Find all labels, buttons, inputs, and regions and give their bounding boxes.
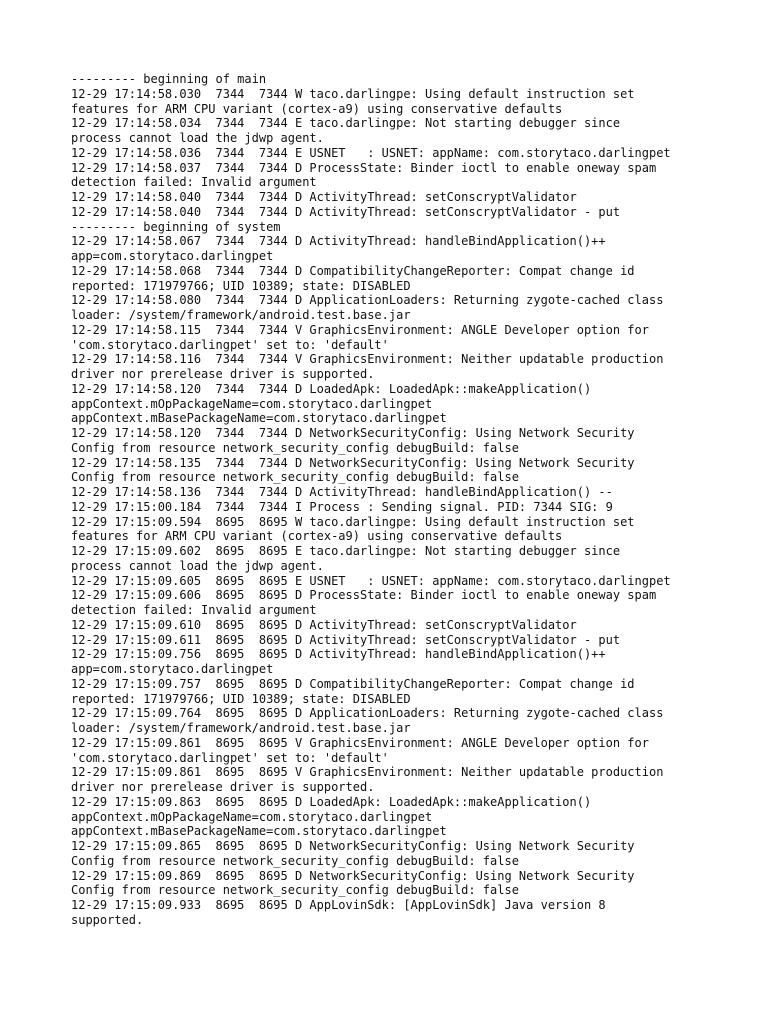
log-line: 12-29 17:14:58.135 7344 7344 D NetworkSecurityConfig: Using Network Security bbox=[71, 455, 635, 470]
log-line: supported. bbox=[71, 912, 144, 927]
log-line: Config from resource network_security_config debugBuild: false bbox=[71, 470, 519, 485]
log-line: detection failed: Invalid argument bbox=[71, 175, 317, 190]
log-line: reported: 171979766; UID 10389; state: DISABLED bbox=[71, 278, 411, 293]
log-line: loader: /system/framework/android.test.base.jar bbox=[71, 308, 411, 322]
log-line: 12-29 17:14:58.067 7344 7344 D ActivityThread: handleBindApplication()++ bbox=[71, 234, 606, 249]
log-line: appContext.mOpPackageName=com.storytaco.darlingpet bbox=[71, 809, 433, 824]
log-text-block bbox=[71, 72, 731, 928]
log-line: 12-29 17:14:58.030 7344 7344 W taco.darlingpe: Using default instruction set bbox=[71, 86, 635, 101]
log-line: driver nor prerelease driver is supported. bbox=[71, 367, 375, 381]
log-line: 12-29 17:14:58.115 7344 7344 V GraphicsEnvironment: ANGLE Developer option for bbox=[71, 322, 649, 337]
log-line: 12-29 17:14:58.036 7344 7344 E USNET : USNET: appName: com.storytaco.darlingpet bbox=[71, 145, 671, 160]
log-line: 12-29 17:15:09.606 8695 8695 D ProcessState: Binder ioctl to enable oneway spam bbox=[71, 588, 657, 603]
log-line: process cannot load the jdwp agent. bbox=[71, 131, 324, 145]
log-line: 12-29 17:14:58.116 7344 7344 V GraphicsEnvironment: Neither updatable production bbox=[71, 352, 664, 367]
log-line: 12-29 17:14:58.136 7344 7344 D ActivityThread: handleBindApplication() -- bbox=[71, 485, 613, 499]
log-line: 12-29 17:15:00.184 7344 7344 I Process : Sending signal. PID: 7344 SIG: 9 bbox=[71, 499, 613, 514]
log-line: 12-29 17:15:09.764 8695 8695 D ApplicationLoaders: Returning zygote-cached class bbox=[71, 706, 664, 721]
log-line: --------- beginning of main bbox=[71, 72, 267, 86]
log-line: app=com.storytaco.darlingpet bbox=[71, 249, 274, 263]
log-line: 12-29 17:15:09.605 8695 8695 E USNET : USNET: appName: com.storytaco.darlingpet bbox=[71, 573, 671, 588]
log-line: 12-29 17:14:58.037 7344 7344 D ProcessState: Binder ioctl to enable oneway spam bbox=[71, 160, 657, 175]
log-line: 12-29 17:14:58.080 7344 7344 D ApplicationLoaders: Returning zygote-cached class bbox=[71, 293, 664, 308]
log-line: 12-29 17:15:09.757 8695 8695 D CompatibilityChangeReporter: Compat change id bbox=[71, 676, 635, 691]
log-line: appContext.mBasePackageName=com.storytaco.darlingpet bbox=[71, 824, 447, 839]
log-line: 12-29 17:15:09.602 8695 8695 E taco.darlingpe: Not starting debugger since bbox=[71, 544, 621, 558]
log-line: 12-29 17:14:58.040 7344 7344 D ActivityThread: setConscryptValidator bbox=[71, 190, 577, 204]
log-line: 12-29 17:15:09.594 8695 8695 W taco.darlingpe: Using default instruction set bbox=[71, 514, 635, 529]
log-line: 12-29 17:15:09.756 8695 8695 D ActivityThread: handleBindApplication()++ bbox=[71, 647, 606, 662]
log-line: 12-29 17:14:58.034 7344 7344 E taco.darlingpe: Not starting debugger since bbox=[71, 116, 621, 131]
log-line: 12-29 17:15:09.869 8695 8695 D NetworkSecurityConfig: Using Network Security bbox=[71, 868, 635, 883]
log-line: appContext.mOpPackageName=com.storytaco.darlingpet bbox=[71, 396, 433, 411]
log-line: features for ARM CPU variant (cortex-a9) using conservative defaults bbox=[71, 529, 563, 544]
log-line: 12-29 17:15:09.863 8695 8695 D LoadedApk: LoadedApk::makeApplication() bbox=[71, 794, 592, 809]
log-line: 12-29 17:15:09.865 8695 8695 D NetworkSecurityConfig: Using Network Security bbox=[71, 839, 635, 853]
log-line: Config from resource network_security_config debugBuild: false bbox=[71, 883, 519, 898]
log-line: 12-29 17:14:58.120 7344 7344 D LoadedApk: LoadedApk::makeApplication() bbox=[71, 381, 592, 396]
log-line: driver nor prerelease driver is supported. bbox=[71, 780, 375, 794]
log-line: Config from resource network_security_config debugBuild: false bbox=[71, 853, 519, 868]
log-line: 12-29 17:14:58.068 7344 7344 D CompatibilityChangeReporter: Compat change id bbox=[71, 263, 635, 278]
log-line: 'com.storytaco.darlingpet' set to: 'default' bbox=[71, 337, 389, 352]
log-line: 12-29 17:15:09.933 8695 8695 D AppLovinSdk: [AppLovinSdk] Java version 8 bbox=[71, 898, 606, 912]
log-line: 12-29 17:14:58.040 7344 7344 D ActivityThread: setConscryptValidator - put bbox=[71, 204, 621, 219]
log-line: --------- beginning of system bbox=[71, 219, 281, 234]
log-line: 'com.storytaco.darlingpet' set to: 'default' bbox=[71, 750, 389, 765]
log-line: loader: /system/framework/android.test.base.jar bbox=[71, 721, 411, 735]
log-line: 12-29 17:15:09.861 8695 8695 V GraphicsEnvironment: ANGLE Developer option for bbox=[71, 735, 649, 750]
log-line: process cannot load the jdwp agent. bbox=[71, 558, 324, 573]
log-line: Config from resource network_security_config debugBuild: false bbox=[71, 440, 519, 455]
log-line: 12-29 17:15:09.610 8695 8695 D ActivityThread: setConscryptValidator bbox=[71, 617, 577, 632]
log-line: appContext.mBasePackageName=com.storytaco.darlingpet bbox=[71, 411, 447, 426]
log-line: 12-29 17:14:58.120 7344 7344 D NetworkSecurityConfig: Using Network Security bbox=[71, 426, 635, 440]
log-line: 12-29 17:15:09.611 8695 8695 D ActivityThread: setConscryptValidator - put bbox=[71, 632, 621, 647]
log-line: features for ARM CPU variant (cortex-a9) using conservative defaults bbox=[71, 101, 563, 116]
log-line: 12-29 17:15:09.861 8695 8695 V GraphicsEnvironment: Neither updatable production bbox=[71, 765, 664, 780]
log-line: app=com.storytaco.darlingpet bbox=[71, 662, 274, 676]
log-line: reported: 171979766; UID 10389; state: DISABLED bbox=[71, 691, 411, 706]
log-line: detection failed: Invalid argument bbox=[71, 603, 317, 617]
